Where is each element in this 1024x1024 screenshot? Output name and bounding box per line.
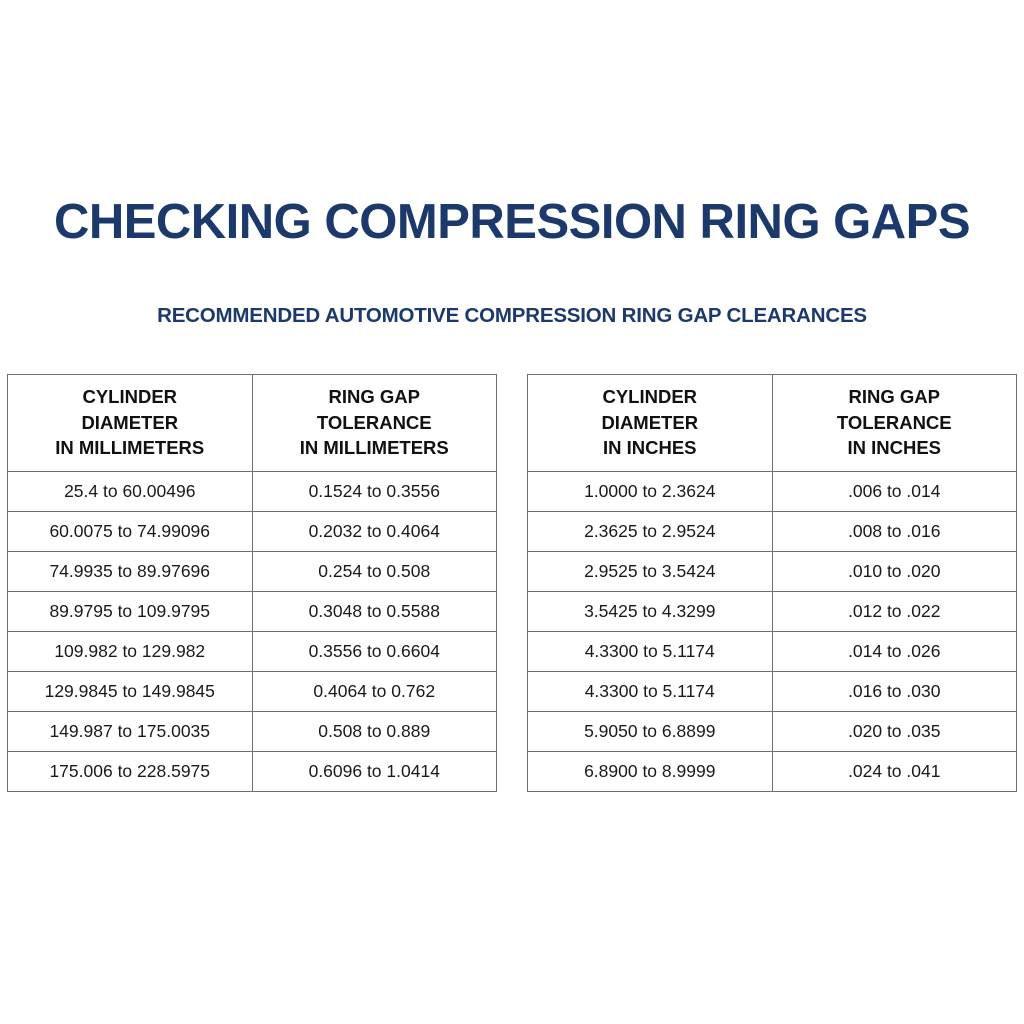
table-row [8, 551, 497, 591]
cell-diameter: 89.9795 to 109.9795 [8, 591, 253, 631]
table-row [528, 551, 1017, 591]
cell-diameter: 109.982 to 129.982 [8, 631, 253, 671]
table-row [528, 591, 1017, 631]
column-header-cylinder-diameter-inches: CYLINDER DIAMETER IN INCHES [528, 375, 773, 472]
cell-diameter: 129.9845 to 149.9845 [8, 671, 253, 711]
page-title: CHECKING COMPRESSION RING GAPS [53, 195, 971, 249]
table-row [528, 631, 1017, 671]
cell-diameter: 60.0075 to 74.99096 [8, 511, 253, 551]
table-row [528, 711, 1017, 751]
cell-tolerance: .010 to .020 [772, 551, 1017, 591]
column-header-ring-gap-tolerance-mm: RING GAP TOLERANCE IN MILLIMETERS [252, 375, 497, 472]
imperial-ring-gap-table [527, 374, 1017, 792]
cell-tolerance: 0.254 to 0.508 [252, 551, 497, 591]
column-header-ring-gap-tolerance-inches: RING GAP TOLERANCE IN INCHES [772, 375, 1017, 472]
cell-diameter: 6.8900 to 8.9999 [528, 751, 773, 791]
cell-diameter: 1.0000 to 2.3624 [528, 471, 773, 511]
table-row [528, 751, 1017, 791]
cell-tolerance: 0.4064 to 0.762 [252, 671, 497, 711]
cell-tolerance: 0.3048 to 0.5588 [252, 591, 497, 631]
cell-diameter: 3.5425 to 4.3299 [528, 591, 773, 631]
page-subtitle: RECOMMENDED AUTOMOTIVE COMPRESSION RING GAP CLEARANCES [157, 304, 867, 327]
cell-diameter: 2.3625 to 2.9524 [528, 511, 773, 551]
table-row [8, 471, 497, 511]
table-row [8, 671, 497, 711]
cell-diameter: 74.9935 to 89.97696 [8, 551, 253, 591]
cell-tolerance: .024 to .041 [772, 751, 1017, 791]
cell-tolerance: 0.6096 to 1.0414 [252, 751, 497, 791]
table-row [8, 511, 497, 551]
metric-ring-gap-table [7, 374, 497, 792]
cell-diameter: 149.987 to 175.0035 [8, 711, 253, 751]
cell-tolerance: .014 to .026 [772, 631, 1017, 671]
cell-tolerance: .020 to .035 [772, 711, 1017, 751]
table-row [8, 711, 497, 751]
table-row [528, 671, 1017, 711]
table-row [8, 751, 497, 791]
cell-diameter: 4.3300 to 5.1174 [528, 671, 773, 711]
cell-tolerance: 0.1524 to 0.3556 [252, 471, 497, 511]
cell-diameter: 5.9050 to 6.8899 [528, 711, 773, 751]
table-header-row [528, 375, 1017, 472]
column-header-cylinder-diameter-mm: CYLINDER DIAMETER IN MILLIMETERS [8, 375, 253, 472]
cell-diameter: 2.9525 to 3.5424 [528, 551, 773, 591]
table-header-row [8, 375, 497, 472]
cell-diameter: 25.4 to 60.00496 [8, 471, 253, 511]
cell-tolerance: .008 to .016 [772, 511, 1017, 551]
tables-container [0, 374, 1024, 792]
table-row [528, 471, 1017, 511]
cell-tolerance: .006 to .014 [772, 471, 1017, 511]
cell-tolerance: .012 to .022 [772, 591, 1017, 631]
cell-tolerance: 0.508 to 0.889 [252, 711, 497, 751]
cell-diameter: 4.3300 to 5.1174 [528, 631, 773, 671]
cell-tolerance: 0.2032 to 0.4064 [252, 511, 497, 551]
table-row [8, 591, 497, 631]
cell-tolerance: 0.3556 to 0.6604 [252, 631, 497, 671]
table-row [528, 511, 1017, 551]
cell-diameter: 175.006 to 228.5975 [8, 751, 253, 791]
table-row [8, 631, 497, 671]
cell-tolerance: .016 to .030 [772, 671, 1017, 711]
